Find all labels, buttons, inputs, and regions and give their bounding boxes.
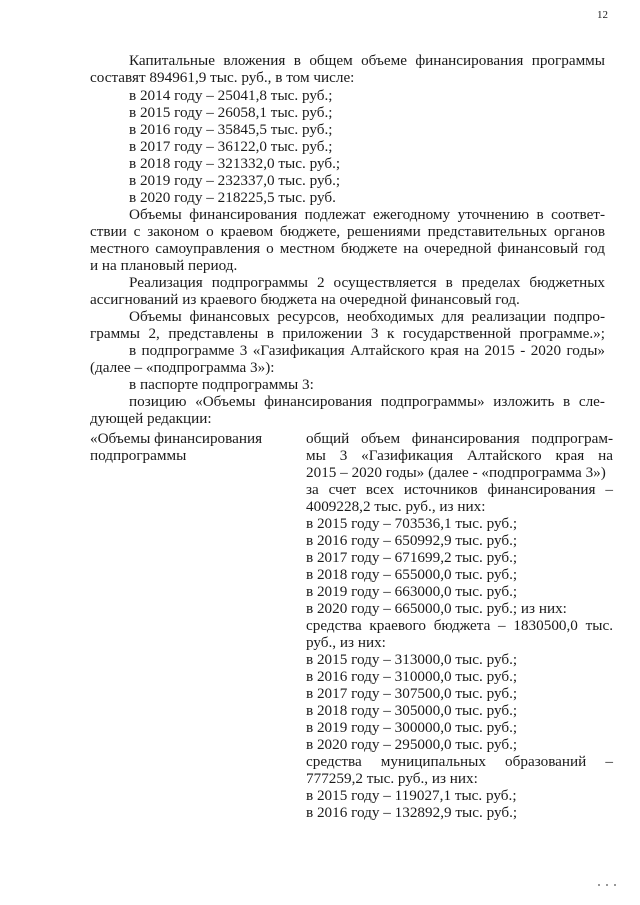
paragraph-implementation-line-1: Реализация подпрограммы 2 осуществляется в пределах бюджетных — [129, 274, 605, 291]
capital-year-2014: в 2014 году – 25041,8 тыс. руб.; — [129, 87, 333, 104]
table-right-line: за счет всех источников финансирования – — [306, 481, 613, 498]
table-right-line: средства краевого бюджета – 1830500,0 тыс. — [306, 617, 613, 634]
scan-speck — [614, 884, 616, 886]
table-right-line: в 2016 году – 650992,9 тыс. руб.; — [306, 532, 518, 549]
table-right-line: в 2015 году – 119027,1 тыс. руб.; — [306, 787, 517, 804]
table-right-line: в 2020 году – 665000,0 тыс. руб.; из них: — [306, 600, 567, 617]
capital-year-2020: в 2020 году – 218225,5 тыс. руб. — [129, 189, 336, 206]
table-right-line: в 2020 году – 295000,0 тыс. руб.; — [306, 736, 518, 753]
capital-year-2019: в 2019 году – 232337,0 тыс. руб.; — [129, 172, 341, 189]
capital-year-2017: в 2017 году – 36122,0 тыс. руб.; — [129, 138, 333, 155]
table-right-line: в 2017 году – 671699,2 тыс. руб.; — [306, 549, 518, 566]
table-right-line: в 2019 году – 663000,0 тыс. руб.; — [306, 583, 518, 600]
table-right-line: в 2015 году – 313000,0 тыс. руб.; — [306, 651, 518, 668]
table-right-line: общий объем финансирования подпрограм- — [306, 430, 613, 447]
paragraph-subprogram3-line-2: (далее – «подпрограмма 3»): — [90, 359, 275, 376]
paragraph-financing-line-2: ствии с законом о краевом бюджете, решениями представительных органов — [90, 223, 605, 240]
table-right-line: руб., из них: — [306, 634, 386, 651]
paragraph-financing-line-3: местного самоуправления о местном бюджете на очередной финансовый год — [90, 240, 605, 257]
table-right-line: в 2015 году – 703536,1 тыс. руб.; — [306, 515, 518, 532]
table-right-line: 2015 – 2020 годы» (далее - «подпрограмма 3») — [306, 464, 606, 481]
capital-year-2015: в 2015 году – 26058,1 тыс. руб.; — [129, 104, 333, 121]
paragraph-resources-line-2: граммы 2, представлены в приложении 3 к государственной программе.»; — [90, 325, 605, 342]
paragraph-financing-line-4: и на плановый период. — [90, 257, 238, 274]
scan-speck — [598, 884, 600, 886]
capital-intro-line-1: Капитальные вложения в общем объеме финансирования программы — [129, 52, 605, 69]
paragraph-financing-line-1: Объемы финансирования подлежат ежегодному уточнению в соответ- — [129, 206, 605, 223]
table-right-line: в 2018 году – 655000,0 тыс. руб.; — [306, 566, 518, 583]
paragraph-passport: в паспорте подпрограммы 3: — [129, 376, 314, 393]
paragraph-implementation-line-2: ассигнований из краевого бюджета на очередной финансовый год. — [90, 291, 520, 308]
capital-intro-line-2: составят 894961,9 тыс. руб., в том числе: — [90, 69, 355, 86]
capital-year-2016: в 2016 году – 35845,5 тыс. руб.; — [129, 121, 333, 138]
table-right-line: 4009228,2 тыс. руб., из них: — [306, 498, 486, 515]
table-left-label-line-2: подпрограммы — [90, 447, 187, 464]
paragraph-position-line-2: дующей редакции: — [90, 410, 212, 427]
scan-speck — [606, 884, 608, 886]
table-right-line: в 2017 году – 307500,0 тыс. руб.; — [306, 685, 518, 702]
paragraph-position-line-1: позицию «Объемы финансирования подпрограммы» изложить в сле- — [129, 393, 605, 410]
capital-year-2018: в 2018 году – 321332,0 тыс. руб.; — [129, 155, 341, 172]
page-number: 12 — [597, 9, 608, 21]
table-right-line: мы 3 «Газификация Алтайского края на — [306, 447, 613, 464]
paragraph-subprogram3-line-1: в подпрограмме 3 «Газификация Алтайского края на 2015 - 2020 годы» — [129, 342, 605, 359]
table-right-line: в 2018 году – 305000,0 тыс. руб.; — [306, 702, 518, 719]
table-left-label-line-1: «Объемы финансирования — [90, 430, 263, 447]
table-right-line: средства муниципальных образований – — [306, 753, 613, 770]
paragraph-resources-line-1: Объемы финансовых ресурсов, необходимых для реализации подпро- — [129, 308, 605, 325]
table-right-line: в 2016 году – 132892,9 тыс. руб.; — [306, 804, 518, 821]
table-right-line: 777259,2 тыс. руб., из них: — [306, 770, 478, 787]
table-right-line: в 2016 году – 310000,0 тыс. руб.; — [306, 668, 518, 685]
table-right-line: в 2019 году – 300000,0 тыс. руб.; — [306, 719, 518, 736]
